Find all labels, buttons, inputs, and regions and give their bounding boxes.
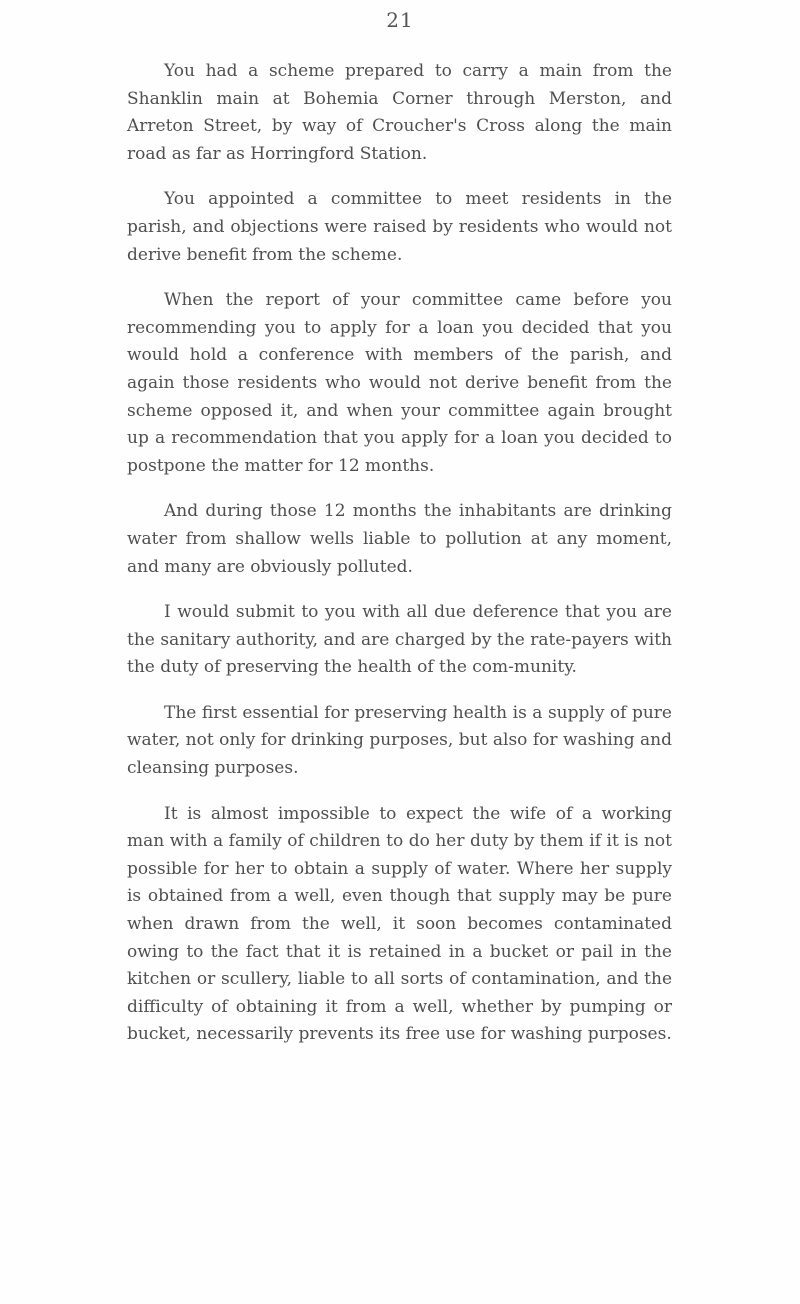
paragraph-5: I would submit to you with all due deference that you are the sanitary authority, and are charged by the rate-payers with the duty of preserving the health of the com-munity. bbox=[127, 602, 672, 678]
body-text bbox=[127, 58, 672, 1067]
paragraph-2: You appointed a committee to meet residents in the parish, and objections were raised by residents who would not derive benefit from the scheme. bbox=[127, 189, 672, 265]
paragraph-1: You had a scheme prepared to carry a main from the Shanklin main at Bohemia Corner through Merston, and Arreton Street, by way of Croucher's Cross along the main road as far as Horringford Station. bbox=[127, 61, 672, 164]
paragraph-6: The first essential for preserving health is a supply of pure water, not only for drinking purposes, but also for washing and cleansing purposes. bbox=[127, 702, 672, 779]
paragraph-3: When the report of your committee came before you recommending you to apply for a loan you decided that you would hold a conference with members of the parish, and again those residents who would not derive benefit from the scheme opposed it, and when your committee again brought up a recommendation that you apply for a loan you decided to postpone the matter for 12 months. bbox=[127, 290, 672, 476]
paragraph-7: It is almost impossible to expect the wife of a working man with a family of children to do her duty by them if it is not possible for her to obtain a supply of water. Where her supply is obtained from a well, even though that supply may be pure when drawn from the well, it soon becomes contaminated owing to the fact that it is retained in a bucket or pail in the kitchen or scullery, liable to all sorts of contamination, and the difficulty of obtaining it from a well, whether by pumping or bucket, necessarily prevents its free use for washing purposes. bbox=[127, 803, 672, 1045]
paragraph-4: And during those 12 months the inhabitants are drinking water from shallow wells liable to pollution at any moment, and many are obviously polluted. bbox=[127, 501, 672, 577]
page-number: 21 bbox=[386, 8, 414, 32]
